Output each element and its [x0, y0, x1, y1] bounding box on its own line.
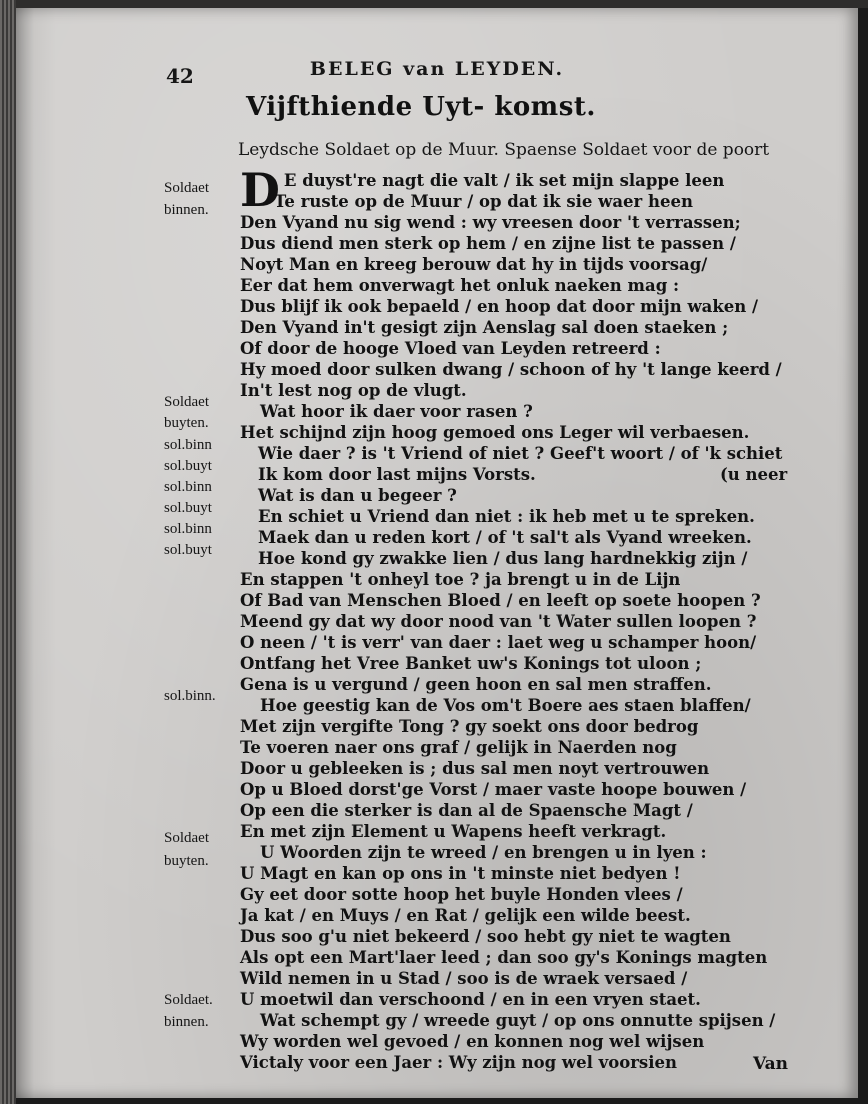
margin-label: Soldaet — [164, 830, 209, 846]
text-line: Door u gebleeken is ; dus sal men noyt vertrouwen — [240, 759, 710, 778]
margin-label: sol.buyt — [164, 500, 212, 516]
text-line: Wie daer ? is 't Vriend of niet ? Geef't woort / of 'k schiet — [258, 444, 783, 463]
text-line: U moetwil dan verschoond / en in een vryen staet. — [240, 990, 701, 1009]
section-title: Vijfthiende Uyt- komst. — [246, 92, 596, 122]
drop-capital: D — [240, 163, 280, 217]
text-line: Dus blijf ik ook bepaeld / en hoop dat door mijn waken / — [240, 297, 759, 316]
text-line: Wy worden wel gevoed / en konnen nog wel wijsen — [240, 1032, 705, 1051]
margin-label: sol.binn — [164, 521, 212, 537]
text-line: Wat is dan u begeer ? — [258, 486, 457, 505]
text-line: En stappen 't onheyl toe ? ja brengt u in de Lijn — [240, 570, 681, 589]
overflow-word: (u neer — [720, 465, 788, 484]
margin-label: Soldaet — [164, 394, 209, 410]
text-line: Wat hoor ik daer voor rasen ? — [260, 402, 533, 421]
text-line: Te voeren naer ons graf / gelijk in Naerden nog — [240, 738, 677, 757]
margin-label: sol.buyt — [164, 542, 212, 558]
text-line: Of door de hooge Vloed van Leyden retreerd : — [240, 339, 661, 358]
text-line: U Magt en kan op ons in 't minste niet bedyen ! — [240, 864, 681, 883]
text-line: Maek dan u reden kort / of 't sal't als Vyand wreeken. — [258, 528, 752, 547]
text-line: Te ruste op de Muur / op dat ik sie waer heen — [274, 192, 693, 211]
margin-label: Soldaet — [164, 180, 209, 196]
text-line: Wat schempt gy / wreede guyt / op ons onnutte spijsen / — [260, 1011, 776, 1030]
text-line: Den Vyand nu sig wend : wy vreesen door 't verrassen; — [240, 213, 741, 232]
text-line: Met zijn vergifte Tong ? gy soekt ons door bedrog — [240, 717, 699, 736]
catchword: Van — [752, 1054, 788, 1074]
text-line: Het schijnd zijn hoog gemoed ons Leger wil verbaesen. — [240, 423, 750, 442]
text-line: Op u Bloed dorst'ge Vorst / maer vaste hoope bouwen / — [240, 780, 747, 799]
text-line: Gena is u vergund / geen hoon en sal men straffen. — [240, 675, 712, 694]
text-line: Hoe geestig kan de Vos om't Boere aes staen blaffen/ — [260, 696, 751, 715]
text-line: Wild nemen in u Stad / soo is de wraek versaed / — [240, 969, 688, 988]
book-binding-edge — [0, 0, 16, 1104]
text-line: Noyt Man en kreeg berouw dat hy in tijds voorsag/ — [240, 255, 708, 274]
scan-top-edge — [16, 0, 868, 8]
text-line: Gy eet door sotte hoop het buyle Honden vlees / — [240, 885, 683, 904]
text-line: Of Bad van Menschen Bloed / en leeft op soete hoopen ? — [240, 591, 761, 610]
book-page — [16, 8, 858, 1098]
text-line: En schiet u Vriend dan niet : ik heb met u te spreken. — [258, 507, 755, 526]
speakers-heading: Leydsche Soldaet op de Muur. Spaense Soldaet voor de poort — [238, 140, 770, 160]
margin-label: buyten. — [164, 853, 209, 869]
text-line: Hy moed door sulken dwang / schoon of hy 't lange keerd / — [240, 360, 782, 379]
running-title: BELEG van LEYDEN. — [309, 58, 565, 80]
text-line: Dus diend men sterk op hem / en zijne list te passen / — [240, 234, 736, 253]
margin-label: binnen. — [164, 202, 209, 218]
text-line: Meend gy dat wy door nood van 't Water sullen loopen ? — [240, 612, 757, 631]
text-line: Ontfang het Vree Banket uw's Konings tot uloon ; — [240, 654, 702, 673]
margin-label: Soldaet. — [164, 992, 213, 1008]
text-line: Als opt een Mart'laer leed ; dan soo gy's Konings magten — [240, 948, 768, 967]
margin-label: sol.binn — [164, 437, 212, 453]
text-line: D E duyst're nagt die valt / ik set mijn slappe leen — [240, 163, 725, 217]
margin-label: buyten. — [164, 415, 209, 431]
margin-label: sol.binn — [164, 479, 212, 495]
text-line: In't lest nog op de vlugt. — [240, 381, 467, 400]
text-line: U Woorden zijn te wreed / en brengen u in lyen : — [260, 843, 707, 862]
margin-label: sol.binn. — [164, 688, 216, 704]
margin-label: binnen. — [164, 1014, 209, 1030]
text-line: Victaly voor een Jaer : Wy zijn nog wel voorsien — [240, 1053, 677, 1072]
text-line: O neen / 't is verr' van daer : laet weg u schamper hoon/ — [240, 633, 757, 652]
text-line: Ja kat / en Muys / en Rat / gelijk een wilde beest. — [240, 906, 691, 925]
text-line: En met zijn Element u Wapens heeft verkragt. — [240, 822, 667, 841]
page-number: 42 — [166, 64, 194, 88]
text-line: Op een die sterker is dan al de Spaensche Magt / — [240, 801, 693, 820]
text-line: Eer dat hem onverwagt het onluk naeken mag : — [240, 276, 680, 295]
text-line: Dus soo g'u niet bekeerd / soo hebt gy niet te wagten — [240, 927, 731, 946]
text-line: Den Vyand in't gesigt zijn Aenslag sal doen staeken ; — [240, 318, 729, 337]
text-line: Ik kom door last mijns Vorsts. — [258, 465, 536, 484]
text-line: Hoe kond gy zwakke lien / dus lang hardnekkig zijn / — [258, 549, 748, 568]
margin-label: sol.buyt — [164, 458, 212, 474]
